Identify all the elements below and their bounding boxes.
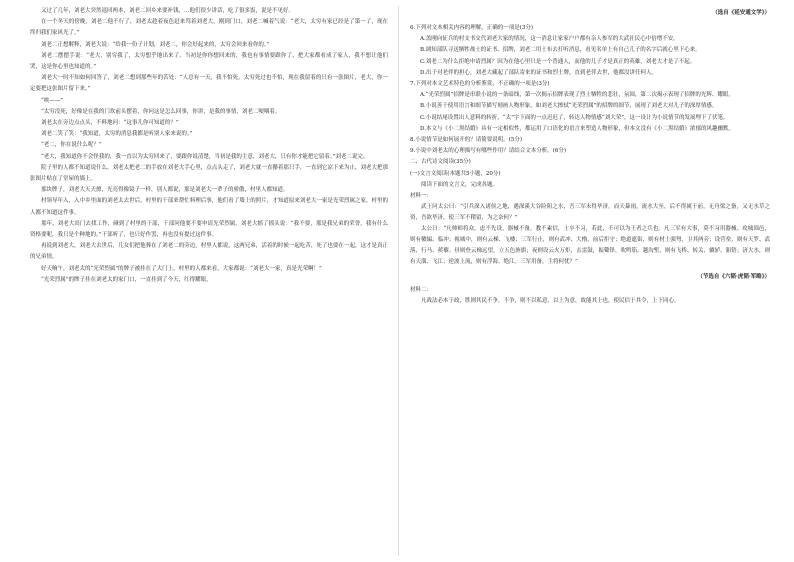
section-heading: 二、古代诗文阅读(35分) — [410, 159, 471, 166]
option-c: C.刘老二为什么拒绝申请烈属？因为在他心里只是一个普通人，而他的儿子才是真正的英雄，刘老大才是了不起。 — [420, 58, 696, 65]
classical-source: （节选自《六韬·虎韬·军略》） — [697, 274, 770, 281]
classical-paragraph: 太公曰：“凡帅师将众，虑不先设，器械不备，教不素信，士卒不习，若此，不可以为王者之兵也。凡三军有大事，莫不习用器械。攻城围邑，则有轒辒、临冲；视城中，则有云梯、飞楼；三军行止，则有武冲、大橹，前后拒守；绝道遮街，则有材士强弩，卫其两旁；设营垒，则有天罗、武落、行马、蒺藜。昼则登云梯远望，立五色旌旗；夜则设云火万炬，击雷鼓，振鼙铎，吹鸣笳。越沟堑，则有飞桥、转关、辘轳、鉏铻；济大水，则有天潢、飞江；逆波上流，则有浮海、绝江。三军用备，主将何忧？” — [410, 226, 770, 266]
instruction: 阅读下面的文言文，完成各题。 — [421, 181, 499, 188]
story-paragraph: 好天晌午，刘老太的“光荣烈属”的牌子被挂在了大门上，村里的人都来看，大家都说：“刘老大一家，真是光荣啊！” — [41, 265, 322, 272]
left-column — [30, 0, 388, 562]
question-8: 8.小说情节是如何展开的？请简要说明。(5分) — [410, 137, 523, 144]
classical-paragraph: 凡战法必本于政，胜则其民不争，不争，则不以私意，以上为意，故能其上也，使民信于其令，上下同心。 — [421, 298, 680, 305]
material-2-label: 材料二： — [410, 287, 433, 294]
story-paragraph: 又过了几年，刘老大突然退回两本，刘老二回乡来要补钱，…他们很少讲话，吃了很多饭，说是不见好。 — [41, 8, 295, 14]
story-paragraph: 院子里的人都不知道说什么，刘老太把老二的手放在刘老大手心里，点点头走了，刘老大就一直攥着那只手，一直到它凉下来为止，刘老大把那张图片贴在了堂屋的墙上。 — [30, 164, 388, 183]
option-d: D.出于对老伴的担心，刘老大藏起了部队寄来的证书和烈士牌，直到老伴去世，他都没讲任何人。 — [420, 69, 657, 76]
story-paragraph: “老二，你在说什么呢？” — [41, 142, 102, 149]
story-paragraph: 那块牌子，刘老大天天擦，光亮得像镜子一样，别人都说，那是刘老大一辈子的骄傲，村里人都知道。 — [41, 187, 289, 194]
option-b: B.小说善于使用语言和细节描写刻画人物形象，如刘老大擦拭“光荣烈属”的招牌的细节，展现了刘老大对儿子的深厚情感。 — [420, 103, 718, 110]
question-7: 7.下列对本文艺术特色的分析鉴赏，不正确的一项是(3分) — [410, 81, 550, 88]
option-a: A.盖刚向征兵的村支书交代刘老大家的情况，这一消息让家家户户都有亲人参军的大武社民心中倍增不安。 — [420, 36, 679, 43]
option-c: C.小说结尾设置出人意料的转折，“太”字下面的一点迟迟了，转达人物情感“刘大荣”，这一设计为小说情节的发展埋下了伏笔。 — [420, 114, 729, 121]
story-paragraph: 村领导年入，入中乡里面的刘老太去世后，村里的干部来帮忙料理后事，他们看了墙上的照片，才知道原来刘老大一家是光荣烈属之家，村里的人都不知道这件事。 — [30, 198, 388, 216]
story-paragraph: 刘老太在旁边点点头，不料地问：“这事儿你可知道的？” — [41, 120, 179, 127]
story-source: （选自《延安通文学》） — [712, 10, 770, 16]
story-paragraph: “老大，我知道你不会怪我的，我一直以为太穷回来了，要跟你说清楚，当初是我的主意，刘老大，只有你才能把它留着。”刘老二说完。 — [41, 153, 369, 160]
story-paragraph: 再说到刘老大，刘老大去世后，儿女们把他葬在了刘老二的旁边，村里人都说，这两兄弟，活着的时候一起吃苦，死了也要在一起，这才是真正的兄弟情。 — [30, 243, 388, 261]
story-paragraph: 刘老二正想解释，刘老大说：“给我一份子计划，刘老二，你会好起来的，太穷会回来看你的。” — [41, 41, 270, 48]
question-9: 9.小说中刘老太的心理描写有哪些作用？请结合文本分析。(6分) — [410, 148, 567, 155]
column-divider — [398, 6, 399, 556]
story-paragraph: 刘老二摆摆手说：“老大，别穷我了，太穷想乎地出来了。当初是你你想回来的，我也有事情要跟你了，把大家都看成了家人，我不想让他们哭，这是你心里也知道的。” — [30, 52, 388, 71]
story-paragraph: 在一个冬天的傍晚，刘老二他不行了，刘老太趁着夜色赶来骂着刘老大，刚到门口，刘老二喊着气说：“老大，太穷有家已经是了第一了，现在终归我们家风光了。” — [30, 19, 388, 37]
option-b: B.调知部队寻送牺牲战士的证书、招牌，刘老二用土布去打听消息，看见名单上有自己儿子的名字后就心里下心来。 — [420, 47, 701, 54]
question-6: 6.下列对文本相关内容的理解，正确的一项是(3分) — [410, 25, 534, 31]
story-paragraph: “光荣烈属”的牌子挂在刘老太的家门口，一直挂到了今天，红得耀眼。 — [41, 276, 212, 283]
story-paragraph: 刘老大一时不知如何回答了，刘老二想到那些年的苦处：“人总有一天，我不怕死，太穷死过也不怕，现在我留着的只有一张图片，老大，你一定要把这张图片留下来。” — [30, 75, 388, 93]
classical-paragraph: 武王问太公曰：“引兵深入诸侯之地，遇深溪大谷险阻之水，吾三军未得毕济，而天暴雨，流水大至，后不得属于前，无舟梁之备，又无水草之资，吾欲毕济，使三军不稽留，为之奈何？” — [410, 204, 770, 222]
story-paragraph: 那年，刘老大出门去找工作，碰到了村里的干部，干部问他要不要申请光荣烈属，刘老大摇了摇头说：“我不要，那是我兄弟的荣誉，我有什么资格要呢，我只是个种地的。”干部听了，也只好作罢，再也没有提过这件事。 — [30, 220, 388, 239]
subsection-heading: (一)文言文阅读(本题共5小题，20分) — [410, 170, 501, 177]
option-a: A.“光荣烈属”招牌是串联小说的一条暗线，第一次揭示招牌表现了烈士牺牲的悲壮，氛围，第二次揭示表现了招牌的光辉、耀眼。 — [420, 92, 734, 99]
option-d: D.本文与《小二黑结婚》具有一定相似性，都运用了口语化的语言来塑造人物形象，但本文没有《小二黑结婚》浓郁的风趣幽默。 — [420, 125, 734, 132]
material-1-label: 材料一： — [410, 193, 433, 200]
story-paragraph: “太穷没死，好像是在我的门坎前头摆着，你问这是怎么回事，你讲，是我的事情，刘老二哽咽着。 — [41, 108, 281, 115]
story-paragraph: 刘老二笑了笑：“我知道，太穷的消息我都是听别人家来说的。” — [41, 131, 193, 138]
right-column — [410, 0, 770, 562]
story-paragraph: “唉——” — [41, 97, 64, 104]
